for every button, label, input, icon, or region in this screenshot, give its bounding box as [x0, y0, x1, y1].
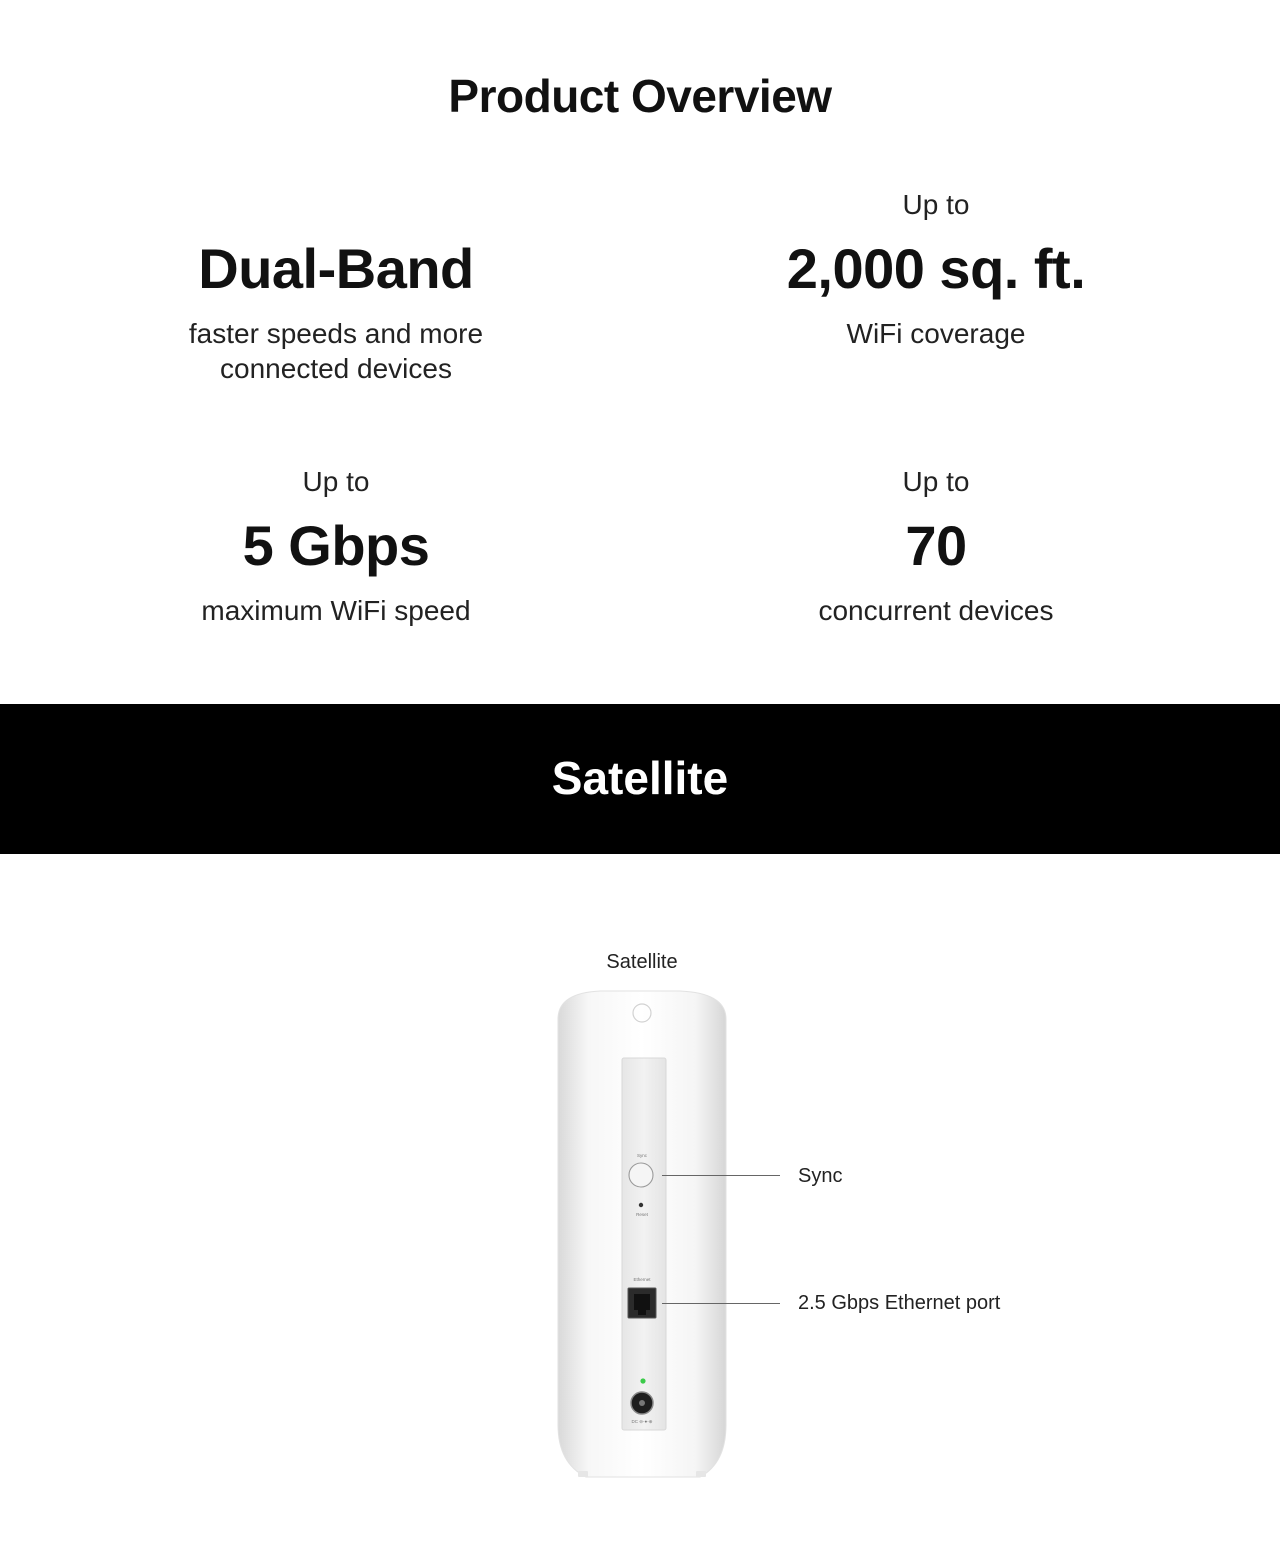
stat-prefix: Up to — [302, 466, 370, 497]
stat-value: 5 Gbps — [242, 514, 430, 577]
stat-prefix: Up to — [902, 466, 970, 497]
status-led-icon — [640, 1378, 645, 1383]
sync-button-icon — [629, 1163, 653, 1187]
stat-value: 70 — [905, 514, 967, 577]
sync-callout-line — [662, 1175, 780, 1176]
stat-description: faster speeds and more — [188, 318, 484, 349]
stat-prefix: Up to — [902, 189, 970, 220]
reset-hole-icon — [639, 1203, 643, 1207]
rear-panel — [622, 1058, 666, 1430]
satellite-device-image — [540, 985, 740, 1505]
page-title: Product Overview — [448, 70, 832, 122]
sync-callout-label: Sync — [798, 1165, 843, 1187]
stat-value: 2,000 sq. ft. — [786, 237, 1086, 300]
device-caption: Satellite — [606, 951, 678, 973]
sync-label-print: Sync — [636, 1153, 648, 1158]
ethernet-label-print: Ethernet — [633, 1277, 651, 1282]
stat-value: Dual-Band — [198, 237, 474, 300]
stat-description: concurrent devices — [818, 595, 1054, 626]
ethernet-callout-line — [662, 1303, 780, 1304]
satellite-banner-title: Satellite — [551, 752, 729, 804]
reset-label-print: Reset — [636, 1212, 648, 1217]
dc-label-print: DC ⊖-●-⊕ — [631, 1419, 653, 1424]
stat-description: maximum WiFi speed — [201, 595, 471, 626]
satellite-banner — [0, 704, 1280, 854]
stat-description-line2: connected devices — [220, 353, 452, 384]
ethernet-callout-label: 2.5 Gbps Ethernet port — [798, 1292, 1001, 1314]
stat-description: WiFi coverage — [846, 318, 1026, 349]
